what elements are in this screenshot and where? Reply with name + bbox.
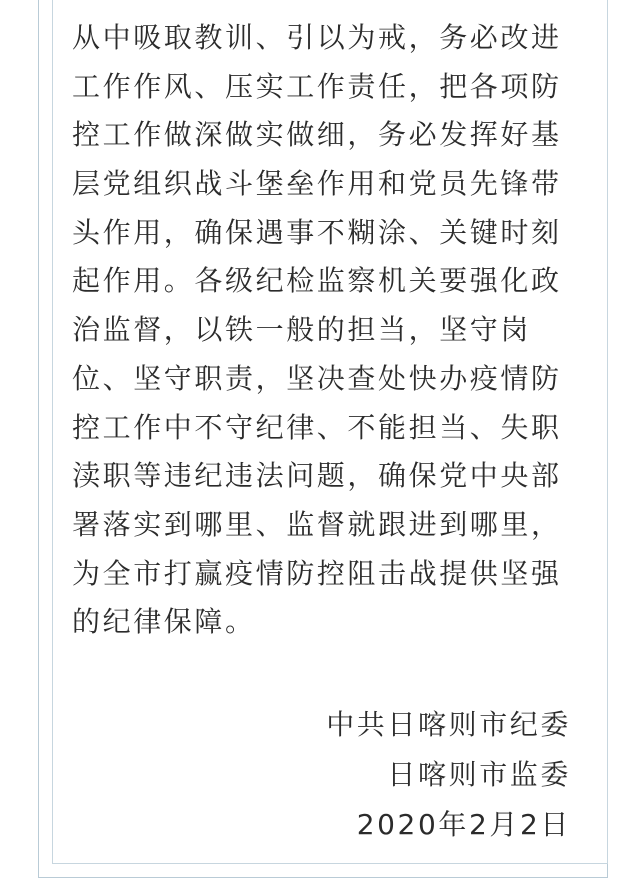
- body-line-8: 位、坚守职责，坚决查处快办疫情防: [72, 361, 562, 395]
- body-line-5: 头作用，确保遇事不糊涂、关键时刻: [72, 215, 562, 249]
- body-line-12: 为全市打赢疫情防控阻击战提供坚强: [72, 556, 562, 590]
- body-line-1: 从中吸取教训、引以为戒，务必改进: [72, 21, 562, 54]
- signature-org-discipline: 中共日喀则市纪委: [326, 708, 571, 741]
- body-line-3: 控工作做深做实做细，务必发挥好基: [72, 118, 562, 152]
- signature-block: [326, 700, 571, 850]
- article-body: [72, 14, 582, 647]
- body-line-7: 治监督，以铁一般的担当，坚守岗: [72, 313, 532, 347]
- signature-org-supervision: 日喀则市监委: [387, 758, 571, 791]
- body-line-9: 控工作中不守纪律、不能担当、失职: [72, 410, 562, 444]
- body-line-11: 署落实到哪里、监督就跟进到哪里，: [72, 507, 562, 541]
- body-line-13: 的纪律保障。: [72, 605, 256, 639]
- body-line-4: 层党组织战斗堡垒作用和党员先锋带: [72, 167, 562, 201]
- body-line-2: 工作作风、压实工作责任，把各项防: [72, 69, 562, 103]
- body-line-10: 渎职等违纪违法问题，确保党中央部: [72, 459, 562, 493]
- signature-date: 2020年2月2日: [356, 808, 571, 841]
- body-line-6: 起作用。各级纪检监察机关要强化政: [72, 264, 562, 298]
